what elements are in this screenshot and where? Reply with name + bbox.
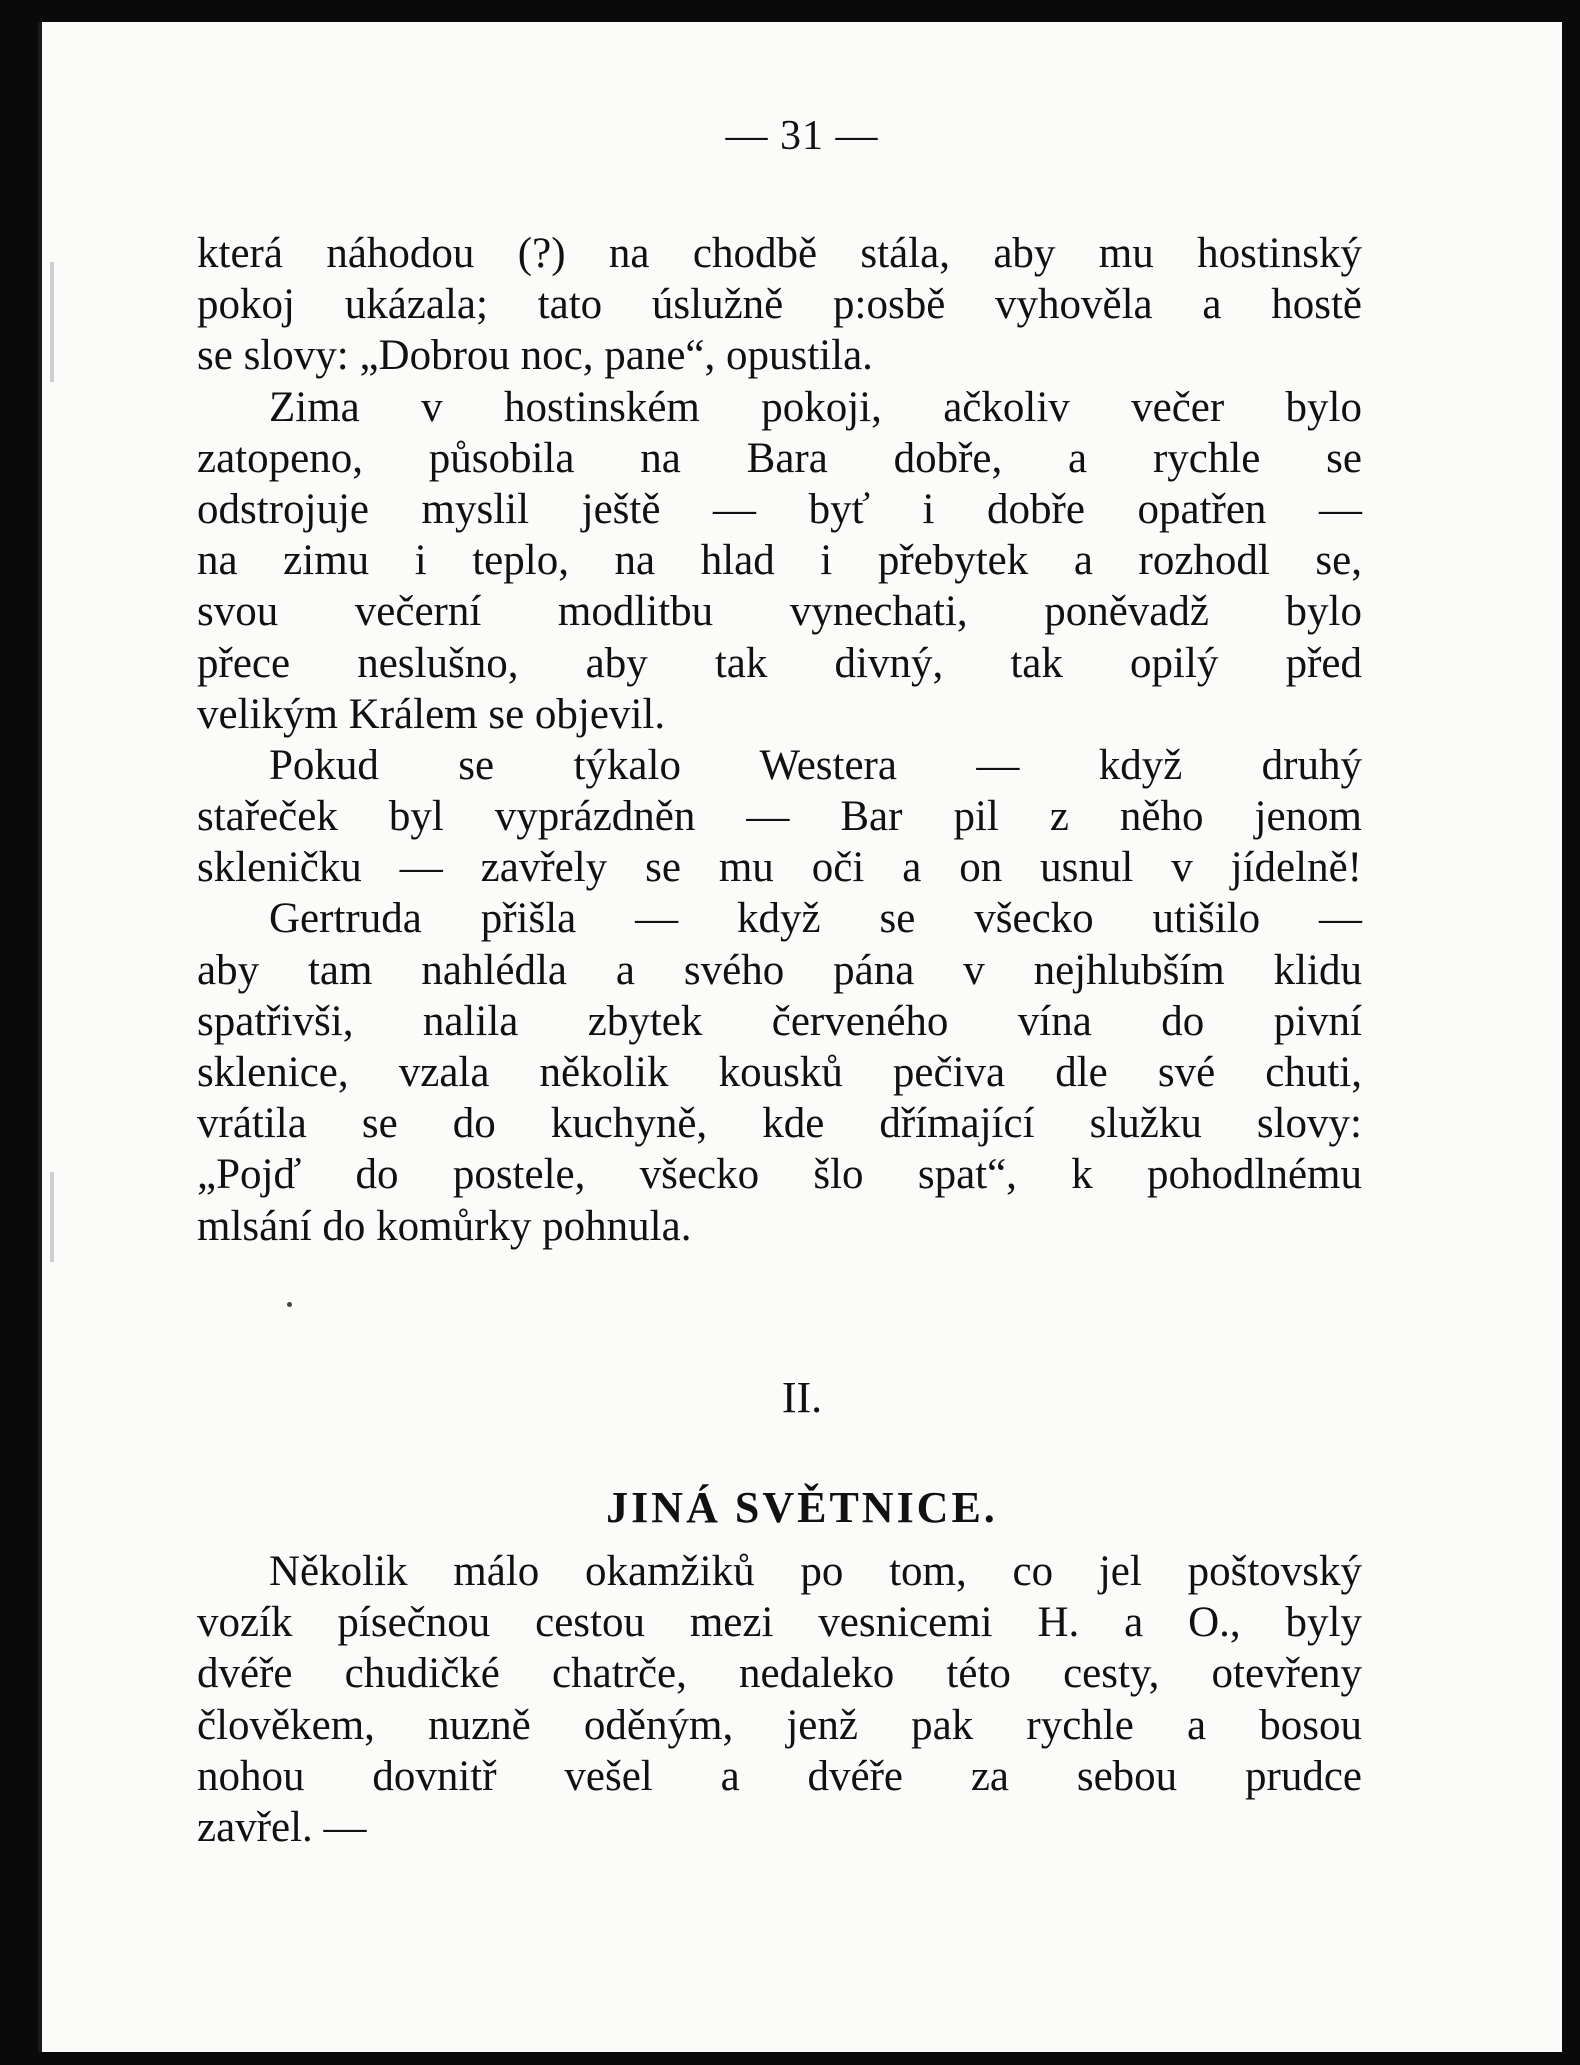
- text-line: se slovy: „Dobrou noc, pane“, opustila.: [197, 332, 873, 380]
- text-line: zatopeno, působila na Bara dobře, a rychle se: [197, 434, 1362, 482]
- text-line: dvéře chudičké chatrče, nedaleko této cesty, otevřeny: [197, 1650, 1362, 1698]
- text-line: pokoj ukázala; tato úslužně p:osbě vyhověla a hostě: [197, 281, 1362, 329]
- text-line: odstrojuje myslil ještě — byť i dobře opatřen —: [197, 485, 1362, 533]
- text-line: vozík písečnou cestou mezi vesnicemi H. a O., byly: [197, 1599, 1362, 1647]
- text-line: Gertruda přišla — když se všecko utišilo —: [269, 895, 1362, 943]
- print-speck: [287, 1302, 292, 1307]
- text-line: přece neslušno, aby tak divný, tak opilý před: [197, 639, 1362, 687]
- book-page: [38, 22, 1562, 2052]
- text-line: nohou dovnitř vešel a dvéře za sebou prudce: [197, 1752, 1362, 1800]
- spine-shadow: [50, 1172, 54, 1262]
- text-line: svou večerní modlitbu vynechati, poněvadž bylo: [197, 588, 1362, 636]
- page-number: — 31 —: [725, 113, 879, 159]
- text-line: stařeček byl vyprázdněn — Bar pil z něho jenom: [197, 793, 1362, 841]
- text-line: Zima v hostinském pokoji, ačkoliv večer bylo: [269, 383, 1362, 431]
- text-line: na zimu i teplo, na hlad i přebytek a rozhodl se,: [197, 537, 1362, 585]
- chapter-text-continued: [197, 228, 1362, 1252]
- text-line: Několik málo okamžiků po tom, co jel poštovský: [269, 1548, 1362, 1595]
- text-line: skleničku — zavřely se mu oči a on usnul v jídelně!: [197, 844, 1362, 892]
- section-number: II.: [781, 1373, 823, 1422]
- text-line: sklenice, vzala několik kousků pečiva dle své chuti,: [197, 1049, 1362, 1096]
- text-line: „Pojď do postele, všecko šlo spat“, k pohodlnému: [197, 1151, 1362, 1199]
- text-line: vrátila se do kuchyně, kde dřímající služku slovy:: [197, 1100, 1362, 1148]
- text-line: spatřivši, nalila zbytek červeného vína do pivní: [197, 997, 1362, 1045]
- spine-shadow: [50, 262, 54, 382]
- text-line: Pokud se týkalo Westera — když druhý: [269, 741, 1362, 789]
- section-text: [197, 1546, 1362, 1853]
- text-line: zavřel. —: [197, 1803, 367, 1851]
- section-title: JINÁ SVĚTNICE.: [606, 1483, 998, 1532]
- text-line: která náhodou (?) na chodbě stála, aby mu hostinský: [197, 230, 1362, 277]
- text-line: mlsání do komůrky pohnula.: [197, 1202, 692, 1250]
- text-line: velikým Králem se objevil.: [197, 690, 666, 738]
- text-line: člověkem, nuzně oděným, jenž pak rychle a bosou: [197, 1701, 1362, 1749]
- text-line: aby tam nahlédla a svého pána v nejhlubším klidu: [197, 946, 1362, 994]
